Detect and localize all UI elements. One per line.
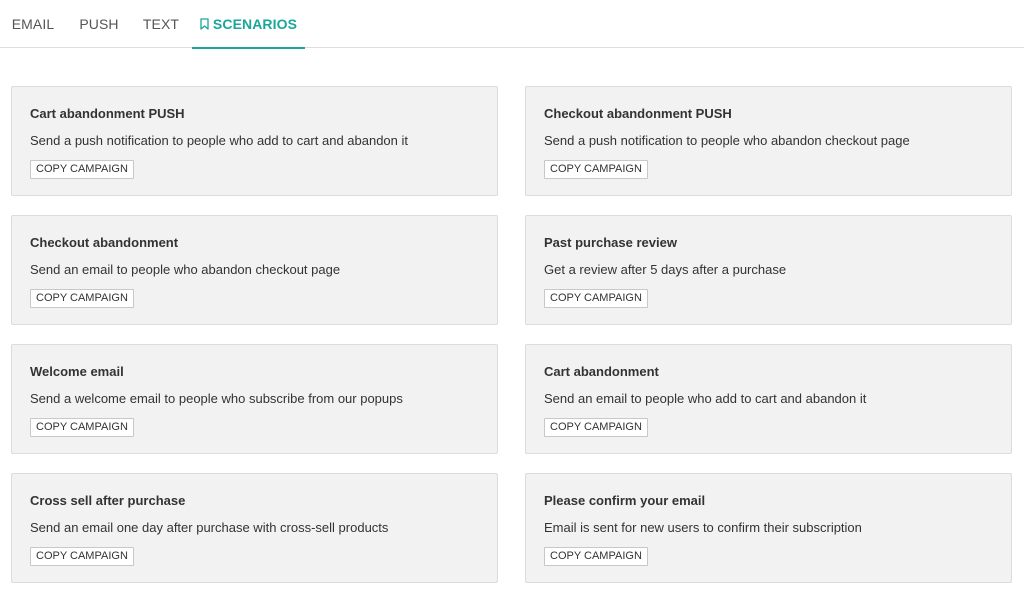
- scenario-card: [11, 86, 498, 196]
- tab-bar: [0, 0, 1024, 48]
- card-description: Get a review after 5 days after a purchase: [544, 262, 787, 277]
- card-title: Checkout abandonment PUSH: [544, 106, 732, 121]
- card-description: Send an email one day after purchase with cross-sell products: [30, 520, 389, 535]
- card-description: Send a welcome email to people who subscribe from our popups: [30, 391, 403, 406]
- tab-email[interactable]: [8, 0, 58, 48]
- copy-campaign-button[interactable]: COPY CAMPAIGN: [30, 418, 134, 437]
- tab-label: TEXT: [142, 16, 180, 32]
- copy-campaign-button[interactable]: COPY CAMPAIGN: [544, 547, 648, 566]
- card-description: Send an email to people who abandon checkout page: [30, 262, 341, 277]
- scenario-card: [525, 86, 1012, 196]
- card-title: Past purchase review: [544, 235, 677, 250]
- card-description: Email is sent for new users to confirm their subscription: [544, 520, 862, 535]
- tab-text[interactable]: [138, 0, 184, 48]
- tab-scenarios[interactable]: [192, 0, 305, 48]
- scenario-card: [11, 344, 498, 454]
- tab-label: PUSH: [79, 16, 119, 32]
- scenario-card: [11, 215, 498, 325]
- card-description: Send an email to people who add to cart and abandon it: [544, 391, 867, 406]
- scenario-card: [525, 473, 1012, 583]
- card-title: Cart abandonment PUSH: [30, 106, 185, 121]
- tab-push[interactable]: [74, 0, 124, 48]
- tab-label: SCENARIOS: [212, 16, 298, 32]
- copy-campaign-button[interactable]: COPY CAMPAIGN: [544, 418, 648, 437]
- copy-campaign-button[interactable]: COPY CAMPAIGN: [30, 289, 134, 308]
- card-title: Welcome email: [30, 364, 124, 379]
- card-title: Please confirm your email: [544, 493, 706, 508]
- card-title: Cross sell after purchase: [30, 493, 186, 508]
- scenario-card: [11, 473, 498, 583]
- copy-campaign-button[interactable]: COPY CAMPAIGN: [30, 160, 134, 179]
- scenario-card: [525, 215, 1012, 325]
- card-description: Send a push notification to people who abandon checkout page: [544, 133, 910, 148]
- card-title: Checkout abandonment: [30, 235, 179, 250]
- card-title: Cart abandonment: [544, 364, 659, 379]
- bookmark-icon: [200, 18, 209, 30]
- copy-campaign-button[interactable]: COPY CAMPAIGN: [30, 547, 134, 566]
- scenario-card: [525, 344, 1012, 454]
- copy-campaign-button[interactable]: COPY CAMPAIGN: [544, 289, 648, 308]
- copy-campaign-button[interactable]: COPY CAMPAIGN: [544, 160, 648, 179]
- tab-label: EMAIL: [11, 16, 55, 32]
- card-description: Send a push notification to people who add to cart and abandon it: [30, 133, 409, 148]
